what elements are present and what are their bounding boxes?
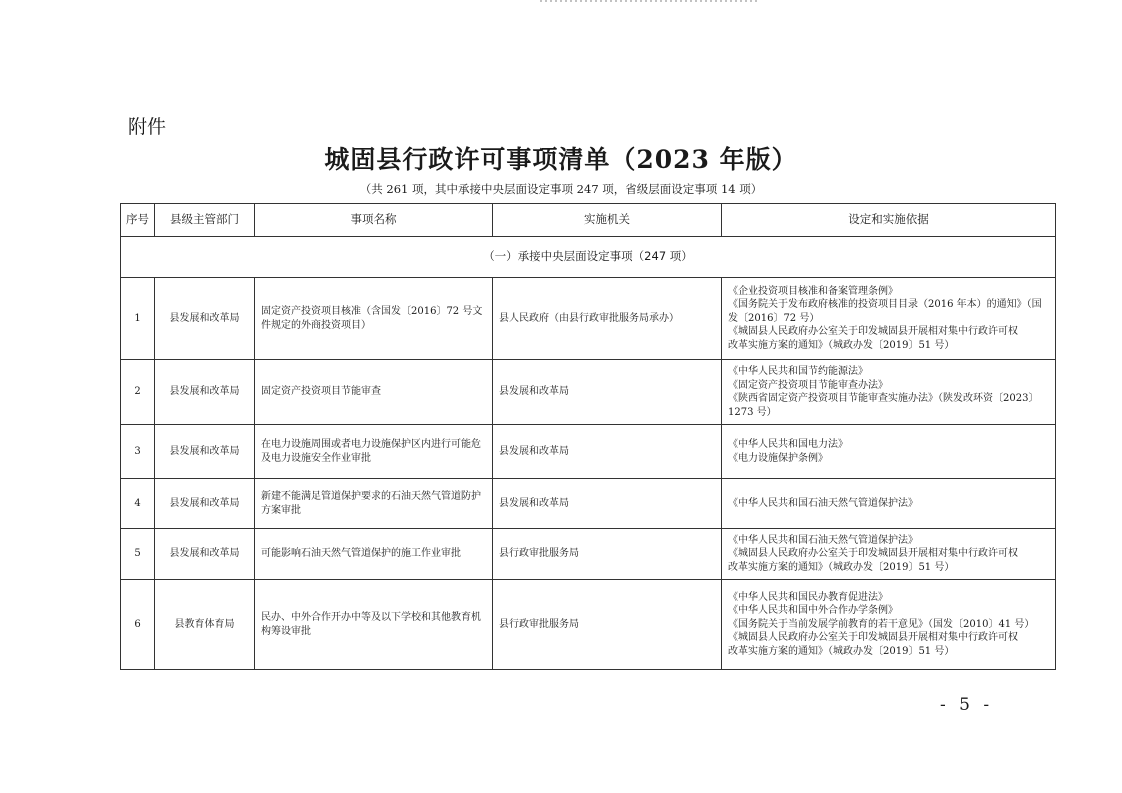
basis-line: 《中华人民共和国民办教育促进法》 xyxy=(728,591,888,603)
basis-line: 改革实施方案的通知》（城政办发〔2019〕51 号） xyxy=(728,339,955,351)
row-agency: 县行政审批服务局 xyxy=(493,529,722,580)
row-item: 在电力设施周围或者电力设施保护区内进行可能危及电力设施安全作业审批 xyxy=(255,425,493,479)
row-seq: 2 xyxy=(121,360,155,425)
basis-line: 改革实施方案的通知》（城政办发〔2019〕51 号） xyxy=(728,645,955,657)
header-seq: 序号 xyxy=(121,204,155,237)
row-dept: 县发展和改革局 xyxy=(155,360,255,425)
basis-line: 《中华人民共和国节约能源法》 xyxy=(728,366,868,377)
attachment-label: 附件 xyxy=(128,116,167,138)
table-header-row xyxy=(121,204,1056,237)
basis-line: 1273 号） xyxy=(728,406,777,418)
row-seq: 6 xyxy=(121,580,155,670)
table-row xyxy=(121,479,1056,529)
section-row xyxy=(121,237,1056,278)
row-item: 固定资产投资项目核准（含国发〔2016〕72 号文件规定的外商投资项目） xyxy=(255,278,493,360)
basis-line: 改革实施方案的通知》（城政办发〔2019〕51 号） xyxy=(728,561,955,573)
basis-line: 《电力设施保护条例》 xyxy=(728,452,828,464)
row-dept: 县发展和改革局 xyxy=(155,529,255,580)
basis-line: 《中华人民共和国中外合作办学条例》 xyxy=(728,605,898,617)
row-item: 民办、中外合作开办中等及以下学校和其他教育机构筹设审批 xyxy=(255,580,493,670)
basis-line: 《固定资产投资项目节能审查办法》 xyxy=(728,379,888,391)
basis-line: 《城固县人民政府办公室关于印发城固县开展相对集中行政许可权 xyxy=(728,632,1018,644)
header-agency: 实施机关 xyxy=(493,204,722,237)
table-row xyxy=(121,360,1056,425)
table-row xyxy=(121,425,1056,479)
row-agency: 县发展和改革局 xyxy=(493,425,722,479)
header-dept: 县级主管部门 xyxy=(155,204,255,237)
row-basis xyxy=(722,360,1056,425)
row-seq: 1 xyxy=(121,278,155,360)
row-item: 固定资产投资项目节能审查 xyxy=(255,360,493,425)
row-basis xyxy=(722,278,1056,360)
basis-line: 《中华人民共和国电力法》 xyxy=(728,439,848,450)
row-dept: 县教育体育局 xyxy=(155,580,255,670)
row-seq: 3 xyxy=(121,425,155,479)
table-row xyxy=(121,580,1056,670)
scan-artifact xyxy=(540,0,760,2)
permit-items-table xyxy=(120,203,1056,670)
row-agency: 县发展和改革局 xyxy=(493,360,722,425)
row-item: 可能影响石油天然气管道保护的施工作业审批 xyxy=(255,529,493,580)
document-title: 城固县行政许可事项清单（2023 年版） xyxy=(324,145,798,174)
row-dept: 县发展和改革局 xyxy=(155,425,255,479)
basis-line: 《陕西省固定资产投资项目节能审查实施办法》（陕发改环资〔2023〕 xyxy=(728,393,1039,404)
basis-line: 《国务院关于发布政府核准的投资项目目录（2016 年本）的通知》（国 xyxy=(728,299,1042,311)
row-dept: 县发展和改革局 xyxy=(155,479,255,529)
row-basis xyxy=(722,479,1056,529)
header-basis: 设定和实施依据 xyxy=(722,204,1056,237)
row-seq: 5 xyxy=(121,529,155,580)
table-row xyxy=(121,529,1056,580)
row-dept: 县发展和改革局 xyxy=(155,278,255,360)
section-title: （一）承接中央层面设定事项（247 项） xyxy=(121,237,1056,278)
row-agency: 县人民政府（由县行政审批服务局承办） xyxy=(493,278,722,360)
basis-line: 《城固县人民政府办公室关于印发城固县开展相对集中行政许可权 xyxy=(728,548,1018,560)
header-item: 事项名称 xyxy=(255,204,493,237)
basis-line: 《国务院关于当前发展学前教育的若干意见》（国发〔2010〕41 号） xyxy=(728,618,1035,630)
table-row xyxy=(121,278,1056,360)
row-basis xyxy=(722,425,1056,479)
basis-line: 《中华人民共和国石油天然气管道保护法》 xyxy=(728,534,918,546)
page-number: - 5 - xyxy=(940,695,994,715)
basis-line: 发〔2016〕72 号） xyxy=(728,312,820,324)
row-agency: 县发展和改革局 xyxy=(493,479,722,529)
basis-line: 《城固县人民政府办公室关于印发城固县开展相对集中行政许可权 xyxy=(728,326,1018,338)
row-agency: 县行政审批服务局 xyxy=(493,580,722,670)
basis-line: 《企业投资项目核准和备案管理条例》 xyxy=(728,285,898,297)
document-subtitle: （共 261 项，其中承接中央层面设定事项 247 项，省级层面设定事项 14 项） xyxy=(359,182,763,196)
basis-line: 《中华人民共和国石油天然气管道保护法》 xyxy=(728,497,918,509)
row-item: 新建不能满足管道保护要求的石油天然气管道防护方案审批 xyxy=(255,479,493,529)
row-basis xyxy=(722,580,1056,670)
row-basis xyxy=(722,529,1056,580)
row-seq: 4 xyxy=(121,479,155,529)
